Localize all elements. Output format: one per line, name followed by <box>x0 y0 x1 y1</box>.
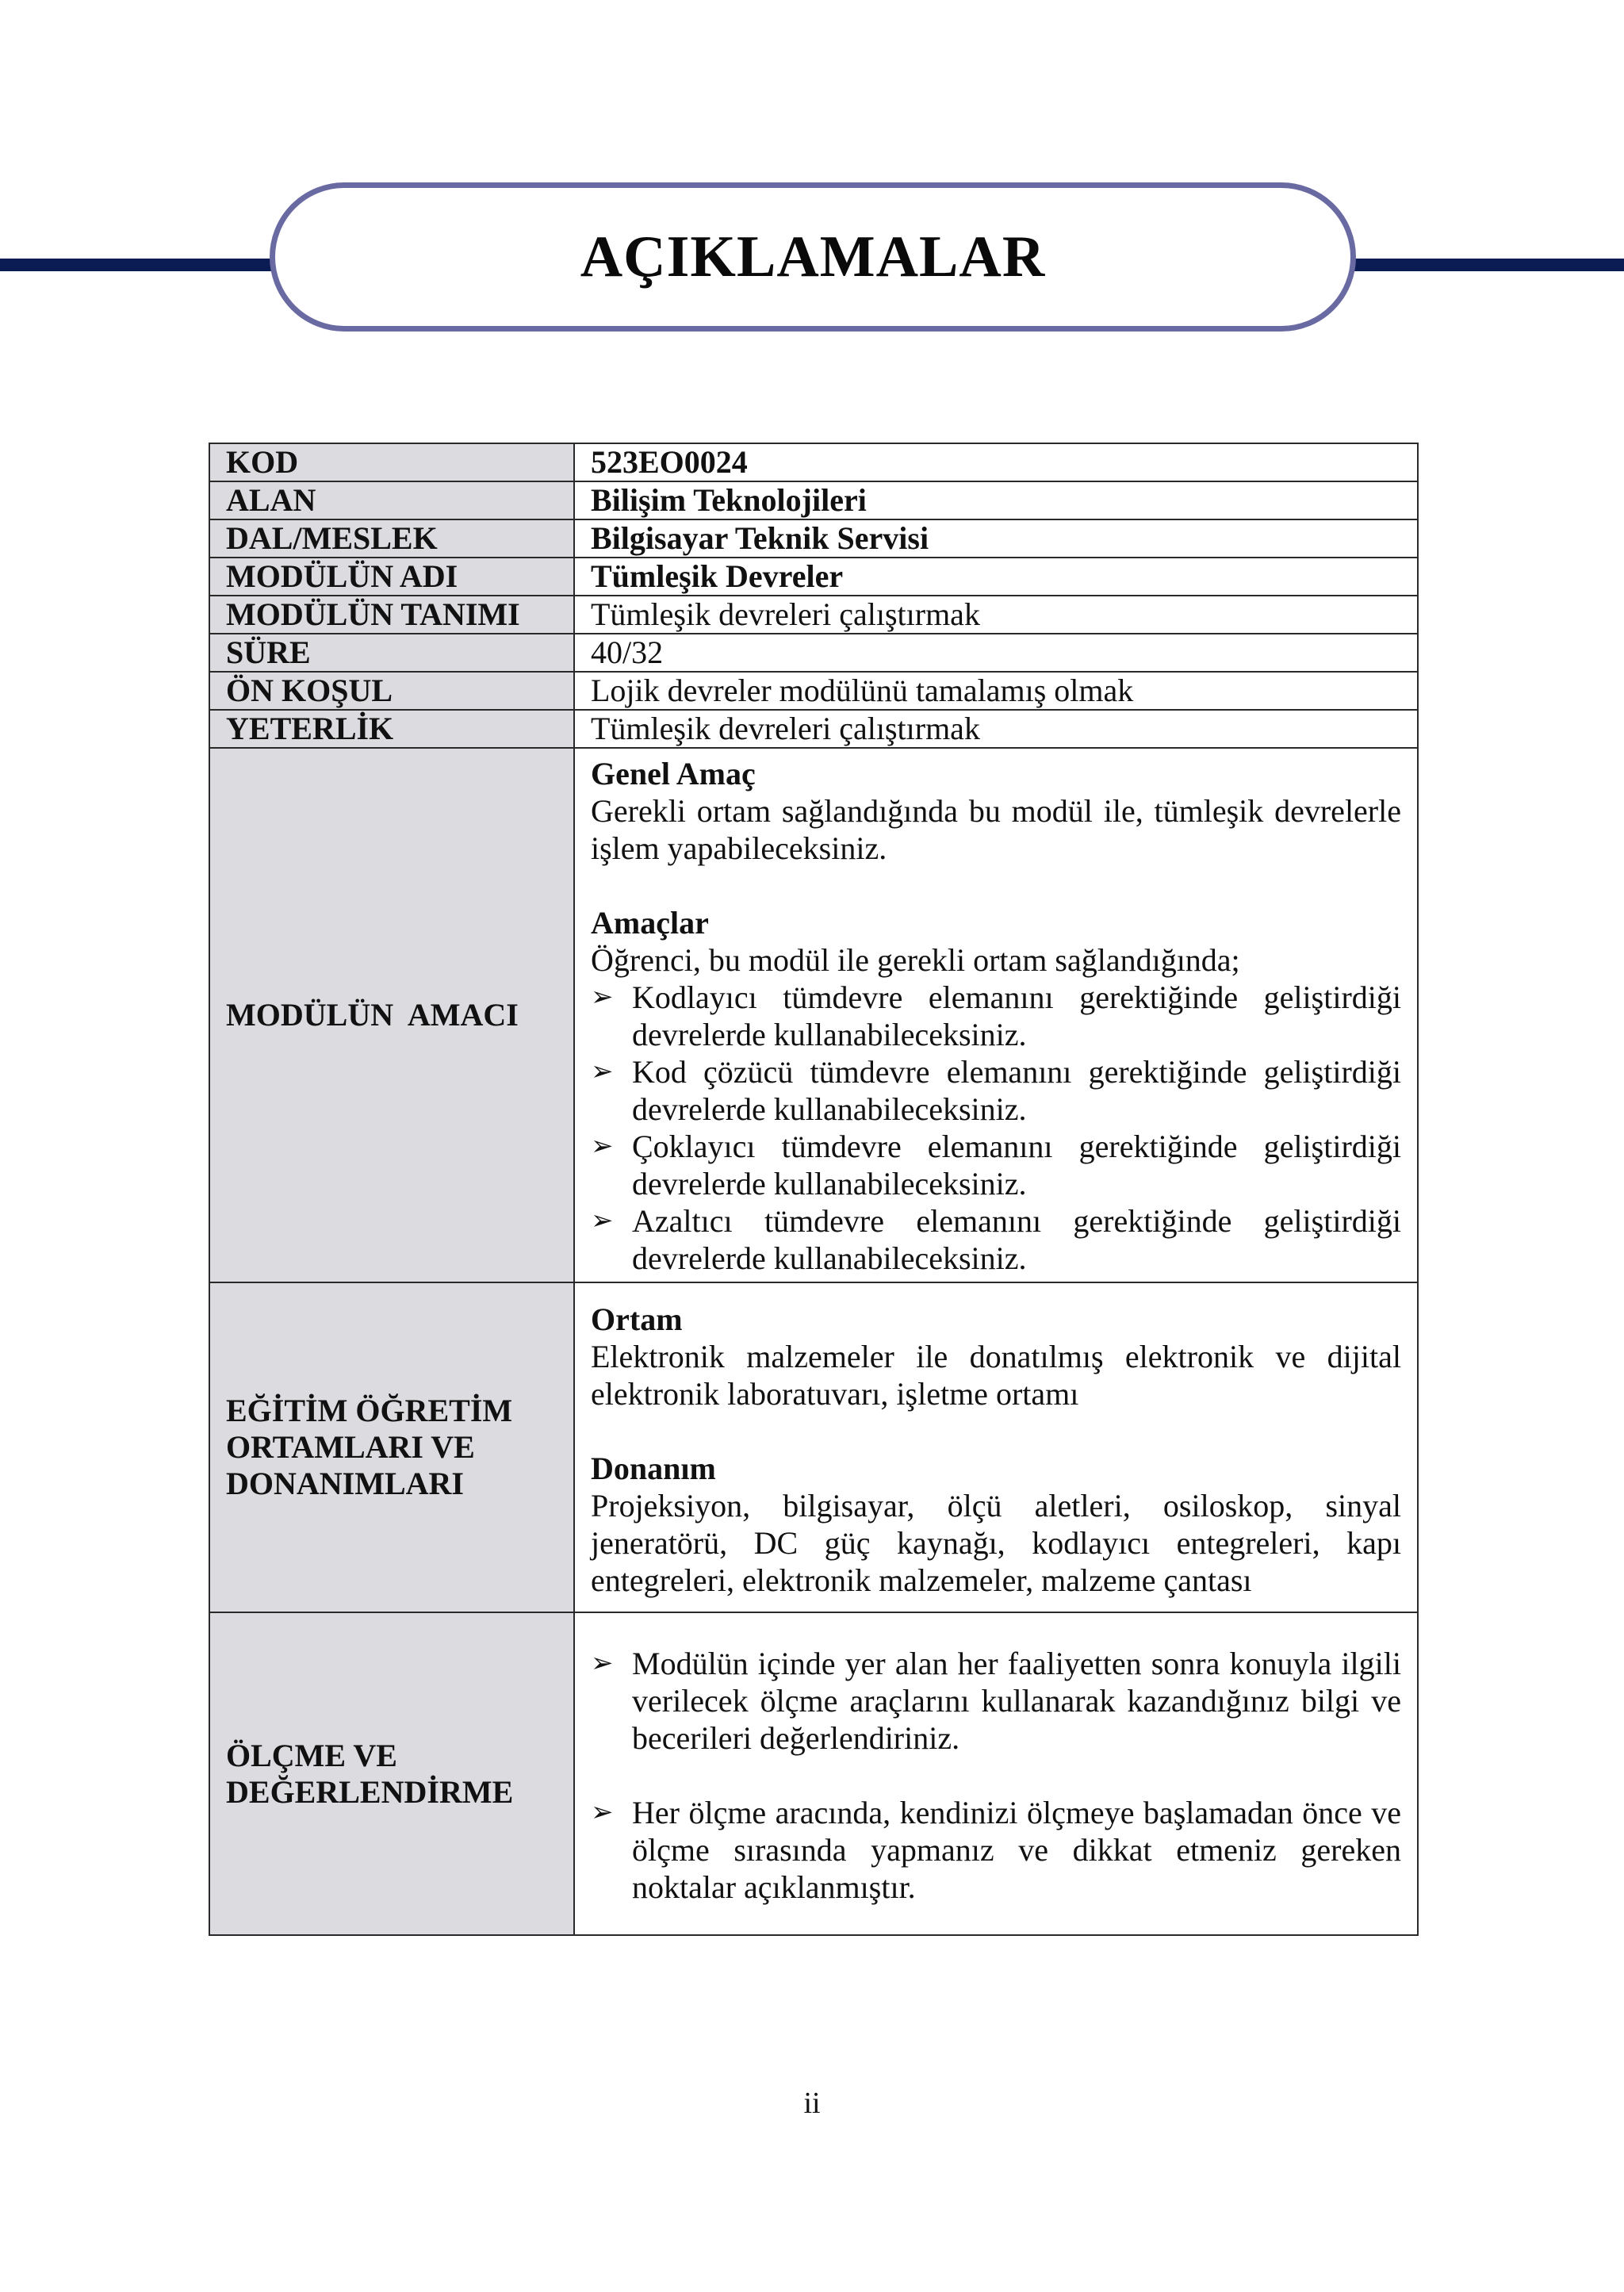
amac-item-2: Kod çözücü tümdevre elemanını gerektiğinde geliştirdiği devrelerde kullanabileceksiniz. <box>632 1054 1401 1127</box>
row-value-modul-amaci <box>574 748 1418 1282</box>
row-value-dal-meslek: Bilgisayar Teknik Servisi <box>574 519 1418 558</box>
amaclar-title: Amaçlar <box>591 905 709 941</box>
page-number: ii <box>803 2087 821 2120</box>
table-row <box>209 710 1418 748</box>
table-row <box>209 672 1418 710</box>
row-value-modul-adi: Tümleşik Devreler <box>574 558 1418 596</box>
row-label-kod: KOD <box>209 443 574 481</box>
ortam-title: Ortam <box>591 1301 683 1337</box>
row-value-alan: Bilişim Teknolojileri <box>574 481 1418 519</box>
row-value-yeterlik: Tümleşik devreleri çalıştırmak <box>574 710 1418 748</box>
amac-item-3: Çoklayıcı tümdevre elemanını gerektiğinde geliştirdiği devrelerde kullanabileceksiniz. <box>632 1129 1401 1202</box>
row-label-alan: ALAN <box>209 481 574 519</box>
ortam-text: Elektronik malzemeler ile donatılmış elektronik ve dijital elektronik laboratuvarı, işletme ortamı <box>591 1339 1401 1412</box>
row-value-olcme <box>574 1612 1418 1935</box>
row-label-ortamlar: EĞİTİM ÖĞRETİM ORTAMLARI VE DONANIMLARI <box>209 1282 574 1612</box>
row-label-modul-tanimi: MODÜLÜN TANIMI <box>209 596 574 634</box>
module-description-table <box>209 443 1419 1936</box>
list-item <box>591 1202 1401 1277</box>
list-item <box>591 1053 1401 1128</box>
amaclar-intro: Öğrenci, bu modül ile gerekli ortam sağlandığında; <box>591 942 1240 978</box>
donanim-title: Donanım <box>591 1451 716 1486</box>
arrowhead-bullet-icon: ➢ <box>591 981 614 1013</box>
arrowhead-bullet-icon: ➢ <box>591 1796 614 1828</box>
row-value-sure: 40/32 <box>574 634 1418 672</box>
table-row <box>209 558 1418 596</box>
genel-amac-title: Genel Amaç <box>591 756 756 791</box>
row-label-dal-meslek: DAL/MESLEK <box>209 519 574 558</box>
list-item <box>591 979 1401 1053</box>
row-value-ortamlar <box>574 1282 1418 1612</box>
title-banner <box>270 182 1356 332</box>
row-label-olcme: ÖLÇME VE DEĞERLENDİRME <box>209 1612 574 1935</box>
table-row-olcme <box>209 1612 1418 1935</box>
arrowhead-bullet-icon: ➢ <box>591 1130 614 1162</box>
amac-item-4: Azaltıcı tümdevre elemanını gerektiğinde geliştirdiği devrelerde kullanabileceksiniz. <box>632 1203 1401 1276</box>
table-row <box>209 596 1418 634</box>
row-label-modul-amaci: MODÜLÜN AMACI <box>209 748 574 1282</box>
olcme-item-2: Her ölçme aracında, kendinizi ölçmeye başlamadan önce ve ölçme sırasında yapmanız ve dikkat etmeniz gereken noktalar açıklanmıştır. <box>632 1795 1401 1905</box>
row-label-modul-adi: MODÜLÜN ADI <box>209 558 574 596</box>
row-value-modul-tanimi: Tümleşik devreleri çalıştırmak <box>574 596 1418 634</box>
amac-item-1: Kodlayıcı tümdevre elemanını gerektiğinde geliştirdiği devrelerde kullanabileceksiniz. <box>632 979 1401 1052</box>
row-label-sure: SÜRE <box>209 634 574 672</box>
row-value-on-kosul: Lojik devreler modülünü tamalamış olmak <box>574 672 1418 710</box>
row-label-yeterlik: YETERLİK <box>209 710 574 748</box>
donanim-text: Projeksiyon, bilgisayar, ölçü aletleri, osiloskop, sinyal jeneratörü, DC güç kaynağı, kodlayıcı entegreleri, kapı entegreleri, elektronik malzemeler, malzeme çantası <box>591 1488 1401 1598</box>
olcme-item-1: Modülün içinde yer alan her faaliyetten sonra konuyla ilgili verilecek ölçme araçlarını kullanarak kazandığınız bilgi ve becerileri değerlendiriniz. <box>632 1646 1401 1756</box>
header-rule-left <box>0 259 278 271</box>
table-row <box>209 481 1418 519</box>
arrowhead-bullet-icon: ➢ <box>591 1205 614 1236</box>
list-item <box>591 1645 1401 1757</box>
list-item <box>591 1128 1401 1202</box>
genel-amac-text: Gerekli ortam sağlandığında bu modül ile, tümleşik devrelerle işlem yapabileceksiniz. <box>591 793 1401 866</box>
table-row <box>209 519 1418 558</box>
table-row <box>209 443 1418 481</box>
list-item <box>591 1794 1401 1906</box>
row-value-kod: 523EO0024 <box>574 443 1418 481</box>
page-title: AÇIKLAMALAR <box>580 224 1046 289</box>
row-label-on-kosul: ÖN KOŞUL <box>209 672 574 710</box>
header-rule-right <box>1354 259 1624 271</box>
arrowhead-bullet-icon: ➢ <box>591 1647 614 1679</box>
table-row-modul-amaci <box>209 748 1418 1282</box>
table-row <box>209 634 1418 672</box>
table-row-ortamlar <box>209 1282 1418 1612</box>
arrowhead-bullet-icon: ➢ <box>591 1056 614 1087</box>
